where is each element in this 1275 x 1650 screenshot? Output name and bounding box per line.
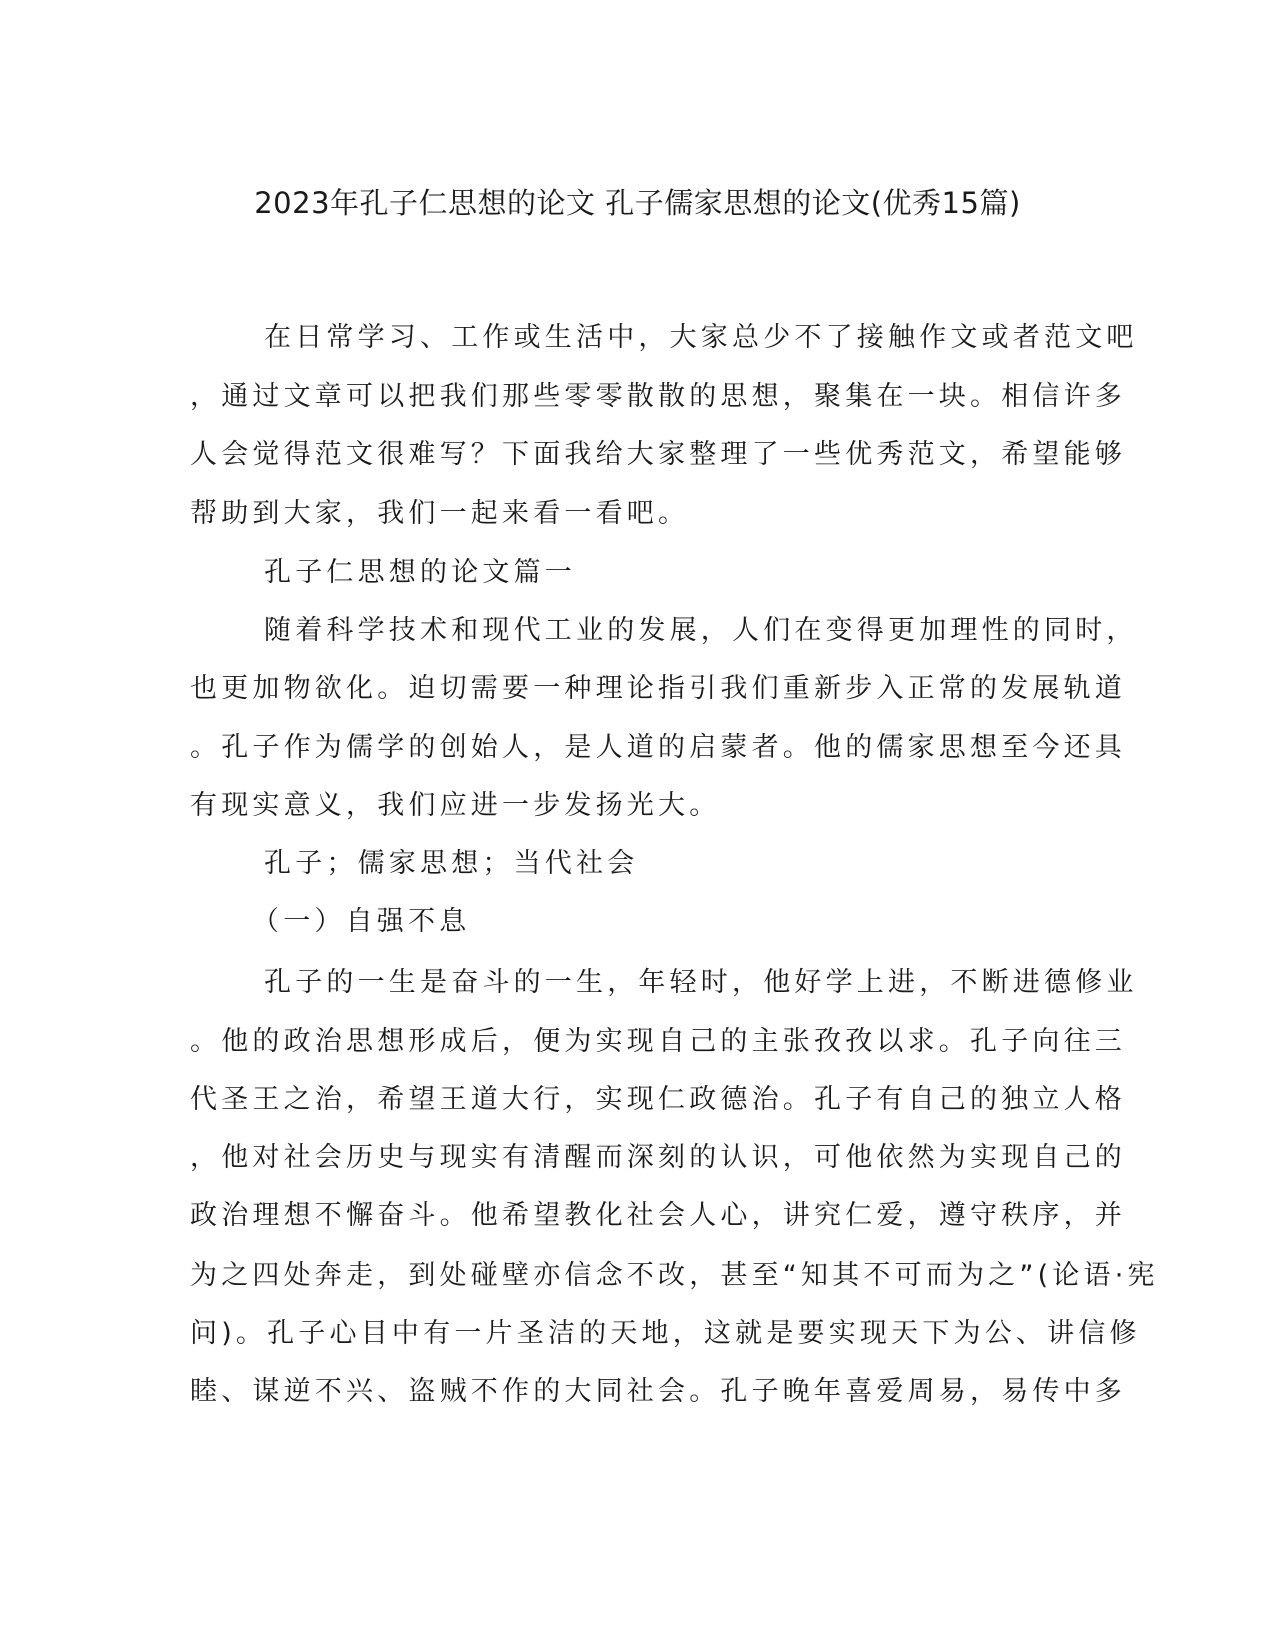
paragraph-line: 为之四处奔走，到处碰壁亦信念不改，甚至“知其不可而为之”(论语·宪 <box>190 1260 1159 1291</box>
paragraph-line: 问)。孔子心目中有一片圣洁的天地，这就是要实现天下为公、讲信修 <box>190 1318 1141 1349</box>
paragraph-line: 。孔子作为儒学的创始人，是人道的启蒙者。他的儒家思想至今还具 <box>190 732 1126 763</box>
paragraph-line: 在日常学习、工作或生活中，大家总少不了接触作文或者范文吧 <box>264 322 1138 353</box>
paragraph-line: 帮助到大家，我们一起来看一看吧。 <box>190 498 690 529</box>
paragraph-line: 孔子的一生是奋斗的一生，年轻时，他好学上进，不断进德修业 <box>264 967 1138 998</box>
paragraph-line: 人会觉得范文很难写？下面我给大家整理了一些优秀范文，希望能够 <box>190 439 1126 470</box>
paragraph-line: 也更加物欲化。迫切需要一种理论指引我们重新步入正常的发展轨道 <box>190 673 1126 704</box>
paragraph-line: 随着科学技术和现代工业的发展，人们在变得更加理性的同时， <box>264 615 1138 646</box>
paragraph-line: ，通过文章可以把我们那些零零散散的思想，聚集在一块。相信许多 <box>190 381 1126 412</box>
section-heading: 孔子仁思想的论文篇一 <box>264 557 576 588</box>
keywords-line: 孔子；儒家思想；当代社会 <box>264 848 639 879</box>
document-title: 2023年孔子仁思想的论文 孔子儒家思想的论文(优秀15篇) <box>254 186 1021 220</box>
paragraph-line: 代圣王之治，希望王道大行，实现仁政德治。孔子有自己的独立人格 <box>190 1084 1126 1115</box>
paragraph-line: ，他对社会历史与现实有清醒而深刻的认识，可他依然为实现自己的 <box>190 1142 1126 1173</box>
paragraph-line: 政治理想不懈奋斗。他希望教化社会人心，讲究仁爱，遵守秩序，并 <box>190 1200 1126 1231</box>
paragraph-line: 有现实意义，我们应进一步发扬光大。 <box>190 790 721 821</box>
paragraph-line: 睦、谋逆不兴、盗贼不作的大同社会。孔子晚年喜爱周易，易传中多 <box>190 1376 1126 1407</box>
subsection-heading: （一）自强不息 <box>252 906 471 937</box>
paragraph-line: 。他的政治思想形成后，便为实现自己的主张孜孜以求。孔子向往三 <box>190 1026 1126 1057</box>
